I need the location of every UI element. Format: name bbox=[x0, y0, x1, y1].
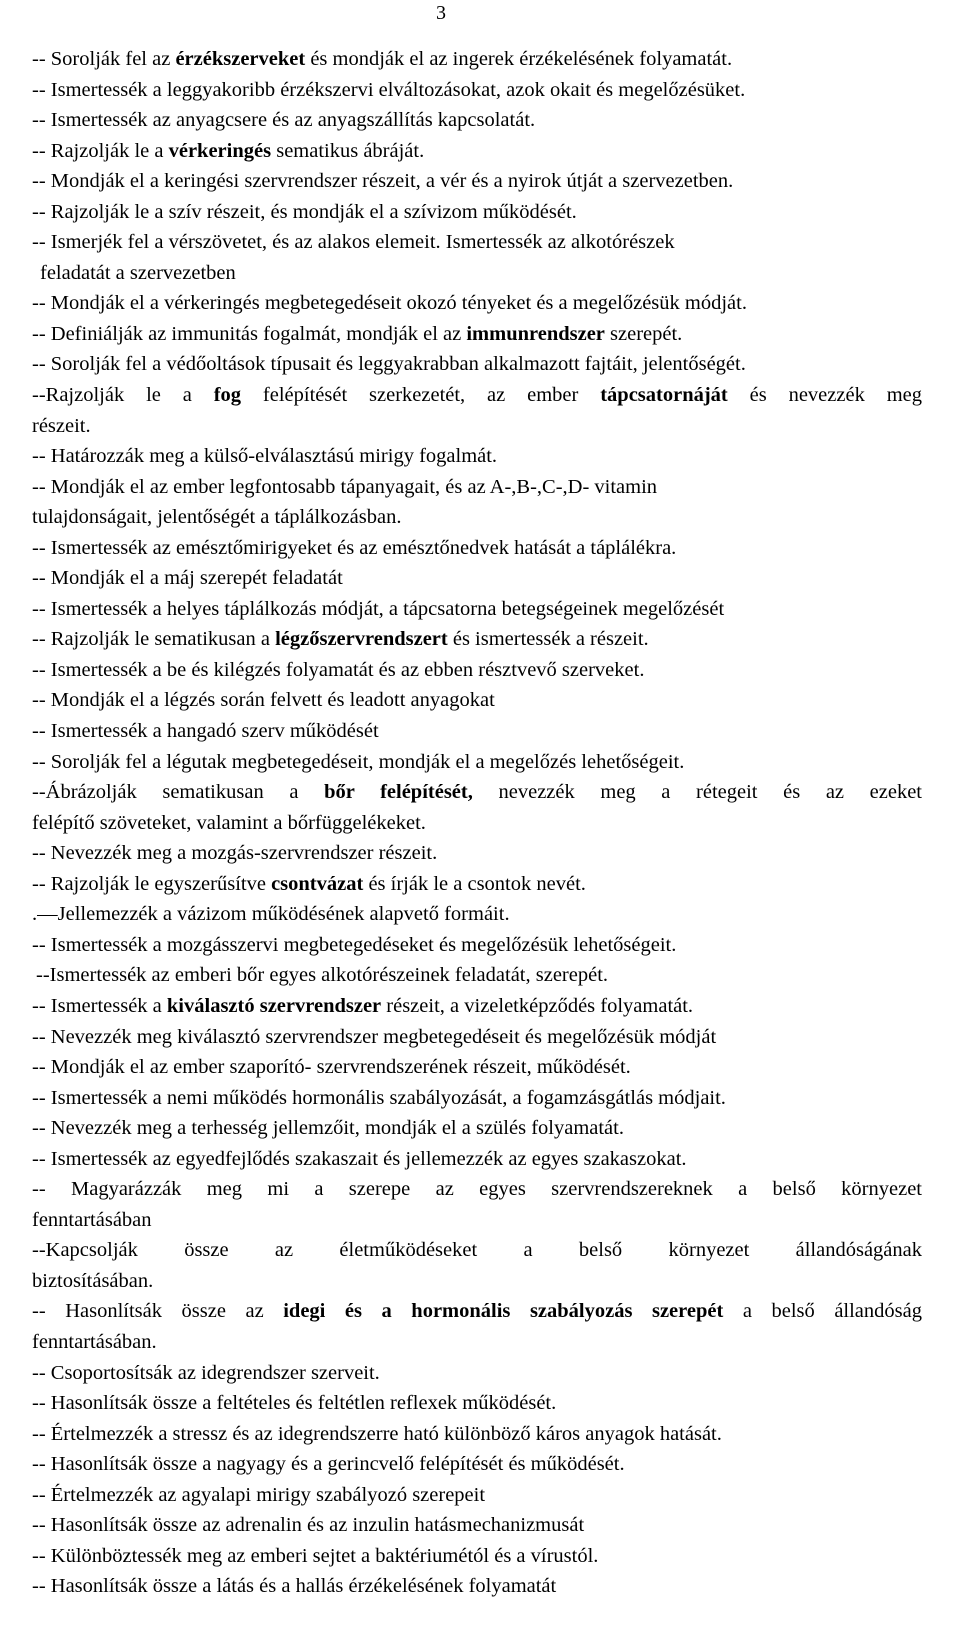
bold-term: tápcsatornáját bbox=[600, 384, 728, 407]
text-line bbox=[32, 1541, 922, 1572]
line-text: -- Mondják el az ember szaporító- szervrendszerének részeit, működését. bbox=[32, 1056, 631, 1079]
text-line bbox=[32, 991, 922, 1022]
line-text: -- Rajzolják le a szív részeit, és mondják el a szívizom működését. bbox=[32, 200, 577, 223]
text-line bbox=[32, 808, 922, 839]
page-number: 3 bbox=[436, 2, 446, 24]
line-text: tulajdonságait, jelentőségét a táplálkozásban. bbox=[32, 506, 402, 529]
text-line bbox=[32, 930, 922, 961]
bold-term: érzékszerveket bbox=[175, 48, 306, 70]
text-line bbox=[32, 777, 922, 808]
line-text: -- Definiálják az immunitás fogalmát, mondják el az bbox=[32, 322, 467, 345]
line-text: -- Ismertessék a hangadó szerv működését bbox=[32, 720, 379, 743]
line-text: --Rajzolják le a bbox=[32, 384, 214, 407]
line-text: -- Ismerjék fel a vérszövetet, és az alakos elemeit. Ismertessék az alkotórészek bbox=[32, 231, 675, 254]
line-text: részeit. bbox=[32, 414, 91, 437]
line-text: -- Különböztessék meg az emberi sejtet a baktériumétól és a vírustól. bbox=[32, 1544, 599, 1567]
line-text: -- Mondják el az ember legfontosabb tápanyagait, és az A-,B-,C-,D- vitamin bbox=[32, 475, 658, 498]
text-line bbox=[32, 258, 922, 289]
line-text: és írják le a csontok nevét. bbox=[363, 872, 586, 895]
text-line bbox=[32, 441, 922, 472]
text-line bbox=[32, 136, 922, 167]
line-text: -- Sorolják fel a légutak megbetegedéseit, mondják el a megelőzés lehetőségeit. bbox=[32, 750, 685, 773]
text-line bbox=[32, 1296, 922, 1327]
line-text: -- Rajzolják le sematikusan a bbox=[32, 628, 276, 651]
line-text: -- Ismertessék az egyedfejlődés szakaszait és jellemezzék az egyes szakaszokat. bbox=[32, 1147, 687, 1170]
text-line bbox=[32, 685, 922, 716]
text-line bbox=[32, 1113, 922, 1144]
line-text: -- Nevezzék meg a terhesség jellemzőit, mondják el a szülés folyamatát. bbox=[32, 1117, 624, 1140]
bold-term: csontvázat bbox=[271, 872, 364, 895]
line-text: -- Rajzolják le a bbox=[32, 139, 169, 162]
line-text: -- Határozzák meg a külső-elválasztású mirigy fogalmát. bbox=[32, 445, 498, 468]
line-text: -- Hasonlítsák össze az adrenalin és az inzulin hatásmechanizmusát bbox=[32, 1514, 585, 1537]
text-line bbox=[32, 1449, 922, 1480]
bold-term: bőr felépítését, bbox=[324, 781, 473, 804]
text-line bbox=[32, 1571, 922, 1602]
text-line bbox=[32, 502, 922, 533]
text-line bbox=[32, 716, 922, 747]
line-text: sematikus ábráját. bbox=[271, 139, 425, 162]
line-text: -- Hasonlítsák össze a nagyagy és a gerincvelő felépítését és működését. bbox=[32, 1453, 625, 1476]
line-text: nevezzék meg a rétegeit és az ezeket bbox=[472, 781, 922, 804]
line-text: részeit, a vizeletképződés folyamatát. bbox=[381, 994, 694, 1017]
question-list bbox=[32, 44, 922, 1602]
line-text: -- Ismertessék a helyes táplálkozás módját, a tápcsatorna betegségeinek megelőzését bbox=[32, 597, 725, 620]
text-line bbox=[32, 838, 922, 869]
line-text: -- Ismertessék a nemi működés hormonális szabályozását, a fogamzásgátlás módjait. bbox=[32, 1086, 726, 1109]
text-line bbox=[32, 1144, 922, 1175]
line-text: -- Hasonlítsák össze az bbox=[32, 1300, 284, 1323]
line-text: felépítését szerkezetét, az ember bbox=[241, 384, 601, 407]
text-line bbox=[32, 1205, 922, 1236]
text-line bbox=[32, 1327, 922, 1358]
line-text: a belső állandóság bbox=[723, 1300, 922, 1323]
text-line bbox=[32, 594, 922, 625]
text-line bbox=[32, 563, 922, 594]
bold-term: vérkeringés bbox=[168, 139, 272, 162]
line-text: -- Mondják el a légzés során felvett és leadott anyagokat bbox=[32, 689, 495, 712]
line-text: -- Ismertessék a mozgásszervi megbetegedéseket és megelőzésük lehetőségeit. bbox=[32, 933, 677, 956]
text-line bbox=[32, 1083, 922, 1114]
text-line bbox=[32, 411, 922, 442]
text-line bbox=[32, 105, 922, 136]
line-text: biztosításában. bbox=[32, 1269, 154, 1292]
line-text: -- Ismertessék a be és kilégzés folyamatát és az ebben résztvevő szerveket. bbox=[32, 658, 645, 681]
line-text: -- Ismertessék a bbox=[32, 994, 167, 1017]
text-line bbox=[32, 533, 922, 564]
line-text: -- Hasonlítsák össze a feltételes és feltétlen reflexek működését. bbox=[32, 1392, 557, 1415]
bold-term: kiválasztó szervrendszer bbox=[166, 994, 382, 1017]
line-text: --Ismertessék az emberi bőr egyes alkotórészeinek feladatát, szerepét. bbox=[36, 964, 609, 987]
text-line bbox=[32, 747, 922, 778]
text-line bbox=[32, 1358, 922, 1389]
text-line bbox=[32, 1510, 922, 1541]
text-line bbox=[32, 1480, 922, 1511]
text-line bbox=[32, 349, 922, 380]
text-line bbox=[32, 1388, 922, 1419]
line-text: szerepét. bbox=[604, 322, 683, 345]
text-line bbox=[32, 1052, 922, 1083]
text-line bbox=[32, 1266, 922, 1297]
line-text: -- Mondják el a keringési szervrendszer részeit, a vér és a nyirok útját a szervezetben. bbox=[32, 170, 734, 193]
text-line bbox=[32, 319, 922, 350]
bold-term: légzőszervrendszert bbox=[275, 628, 448, 651]
text-line bbox=[32, 75, 922, 106]
text-line bbox=[32, 655, 922, 686]
line-text: -- Nevezzék meg a mozgás-szervrendszer részeit. bbox=[32, 842, 438, 865]
text-line bbox=[32, 624, 922, 655]
line-text: --Ábrázolják sematikusan a bbox=[32, 781, 325, 804]
line-text: -- Sorolják fel a védőoltások típusait és leggyakrabban alkalmazott fajtáit, jelentőségét. bbox=[32, 353, 746, 376]
line-text: -- Értelmezzék a stressz és az idegrendszerre ható különböző káros anyagok hatását. bbox=[32, 1422, 722, 1445]
line-text: --Kapcsolják össze az életműködéseket a belső környezet állandóságának bbox=[32, 1239, 922, 1262]
text-line bbox=[32, 44, 922, 75]
text-line bbox=[32, 227, 922, 258]
text-line bbox=[32, 1174, 922, 1205]
text-line bbox=[32, 1419, 922, 1450]
line-text: -- Hasonlítsák össze a látás és a hallás érzékelésének folyamatát bbox=[32, 1575, 557, 1598]
line-text: -- Rajzolják le egyszerűsítve bbox=[32, 872, 272, 895]
line-text: -- Ismertessék a leggyakoribb érzékszervi elváltozásokat, azok okait és megelőzésüket. bbox=[32, 78, 746, 101]
line-text: -- Magyarázzák meg mi a szerepe az egyes szervrendszereknek a belső környezet bbox=[32, 1178, 922, 1201]
line-text: -- Sorolják fel az bbox=[32, 48, 176, 70]
text-line bbox=[32, 960, 922, 991]
text-line bbox=[32, 288, 922, 319]
line-text: felépítő szöveteket, valamint a bőrfüggelékeket. bbox=[32, 811, 426, 834]
line-text: és nevezzék meg bbox=[727, 384, 922, 407]
line-text: -- Ismertessék az emésztőmirigyeket és az emésztőnedvek hatását a táplálékra. bbox=[32, 536, 677, 559]
line-text: feladatát a szervezetben bbox=[40, 261, 236, 284]
line-text: -- Nevezzék meg kiválasztó szervrendszer megbetegedéseit és megelőzésük módját bbox=[32, 1025, 717, 1048]
text-line bbox=[32, 166, 922, 197]
line-text: -- Ismertessék az anyagcsere és az anyagszállítás kapcsolatát. bbox=[32, 109, 536, 132]
line-text: fenntartásában bbox=[32, 1208, 152, 1231]
text-line bbox=[32, 899, 922, 930]
text-line bbox=[32, 869, 922, 900]
line-text: -- Mondják el a máj szerepét feladatát bbox=[32, 567, 343, 590]
bold-term: immunrendszer bbox=[466, 322, 605, 345]
text-line bbox=[32, 197, 922, 228]
bold-term: idegi és a hormonális szabályozás szerepét bbox=[283, 1300, 724, 1323]
line-text: és mondják el az ingerek érzékelésének folyamatát. bbox=[305, 48, 733, 70]
line-text: fenntartásában. bbox=[32, 1330, 157, 1353]
text-line bbox=[32, 472, 922, 503]
line-text: -- Csoportosítsák az idegrendszer szerveit. bbox=[32, 1361, 380, 1384]
line-text: és ismertessék a részeit. bbox=[447, 628, 649, 651]
line-text: .—Jellemezzék a vázizom működésének alapvető formáit. bbox=[32, 903, 510, 926]
text-line bbox=[32, 1022, 922, 1053]
text-line bbox=[32, 1235, 922, 1266]
line-text: -- Értelmezzék az agyalapi mirigy szabályozó szerepeit bbox=[32, 1483, 486, 1506]
line-text: -- Mondják el a vérkeringés megbetegedéseit okozó tényeket és a megelőzésük módját. bbox=[32, 292, 747, 315]
text-line bbox=[32, 380, 922, 411]
bold-term: fog bbox=[213, 384, 242, 407]
